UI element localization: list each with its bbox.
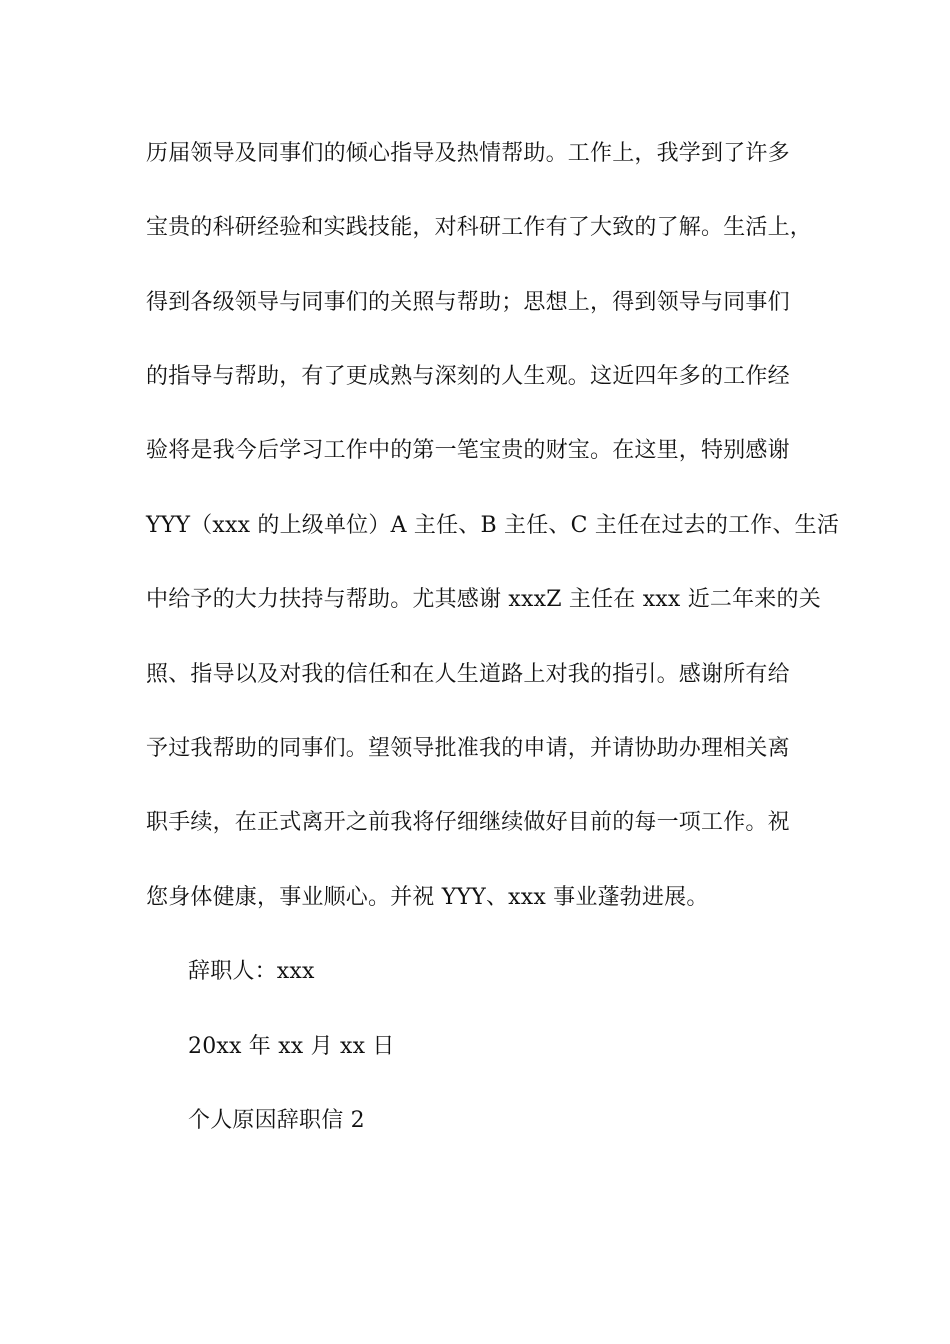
body-line-5: 验将是我今后学习工作中的第一笔宝贵的财宝。在这里，特别感谢	[146, 438, 790, 463]
body-line-2: 宝贵的科研经验和实践技能，对科研工作有了大致的了解。生活上，	[146, 215, 813, 240]
body-line-1: 历届领导及同事们的倾心指导及热情帮助。工作上，我学到了许多	[146, 141, 790, 166]
next-section-title: 个人原因辞职信 2	[188, 1108, 365, 1133]
signature-line: 辞职人：xxx	[188, 959, 315, 984]
body-line-4: 的指导与帮助，有了更成熟与深刻的人生观。这近四年多的工作经	[146, 364, 790, 389]
body-line-3: 得到各级领导与同事们的关照与帮助；思想上，得到领导与同事们	[146, 290, 790, 315]
body-line-6: YYY（xxx 的上级单位）A 主任、B 主任、C 主任在过去的工作、生活	[146, 513, 840, 538]
body-line-7: 中给予的大力扶持与帮助。尤其感谢 xxxZ 主任在 xxx 近二年来的关	[146, 587, 821, 612]
date-line: 20xx 年 xx 月 xx 日	[188, 1034, 395, 1059]
body-line-9: 予过我帮助的同事们。望领导批准我的申请，并请协助办理相关离	[146, 736, 790, 761]
body-line-8: 照、指导以及对我的信任和在人生道路上对我的指引。感谢所有给	[146, 662, 790, 687]
body-line-10: 职手续，在正式离开之前我将仔细继续做好目前的每一项工作。祝	[146, 810, 790, 835]
body-line-11: 您身体健康，事业顺心。并祝 YYY、xxx 事业蓬勃进展。	[146, 885, 709, 910]
